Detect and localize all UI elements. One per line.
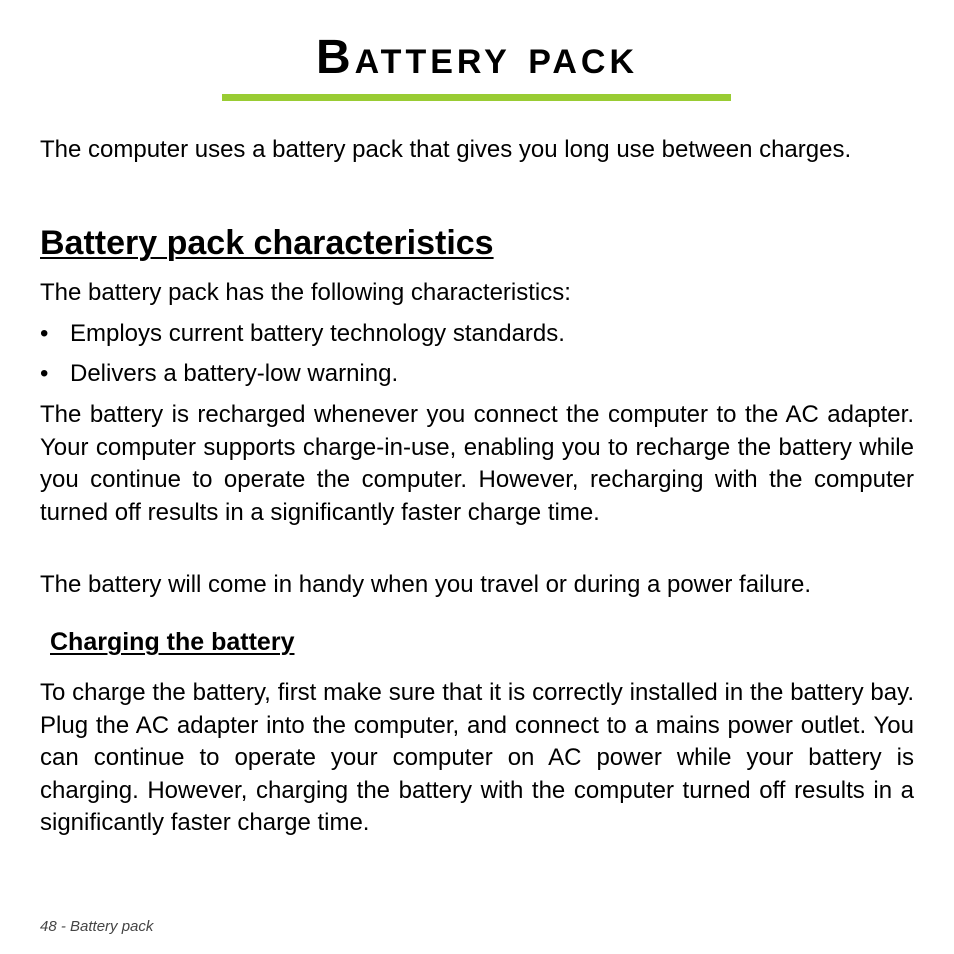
page-title: Battery pack — [315, 31, 639, 84]
list-item — [40, 318, 914, 358]
list-item-text: Delivers a battery-low warning. — [70, 360, 399, 387]
intro-paragraph: The computer uses a battery pack that gives you long use between charges. — [40, 136, 852, 163]
bullet-icon: • — [40, 320, 49, 347]
charging-paragraph: To charge the battery, first make sure that it is correctly installed in the battery bay. Plug the AC adapter into the computer, and connect to a mains power outlet. You can continue to operate your computer on AC power while your battery is charging. However, charging the battery with the computer turned off results in a significantly faster charge time. — [40, 679, 914, 836]
bullet-icon: • — [40, 360, 49, 387]
list-item-text: Employs current battery technology standards. — [70, 320, 565, 347]
travel-paragraph: The battery will come in handy when you travel or during a power failure. — [40, 571, 812, 598]
characteristics-lead-text: The battery pack has the following characteristics: — [40, 279, 571, 306]
section-heading-characteristics: Battery pack characteristics — [40, 224, 494, 262]
title-underline-bar — [222, 94, 731, 101]
recharge-paragraph: The battery is recharged whenever you connect the computer to the AC adapter. Your computer supports charge-in-use, enabling you to recharge the battery while you continue to operate the computer. However, recharging with the computer turned off results in a significantly faster charge time. — [40, 401, 914, 526]
page-footer: 48 - Battery pack — [40, 918, 154, 935]
characteristics-bullet-list — [40, 318, 914, 398]
list-item — [40, 358, 914, 398]
section-heading-charging: Charging the battery — [50, 628, 295, 656]
